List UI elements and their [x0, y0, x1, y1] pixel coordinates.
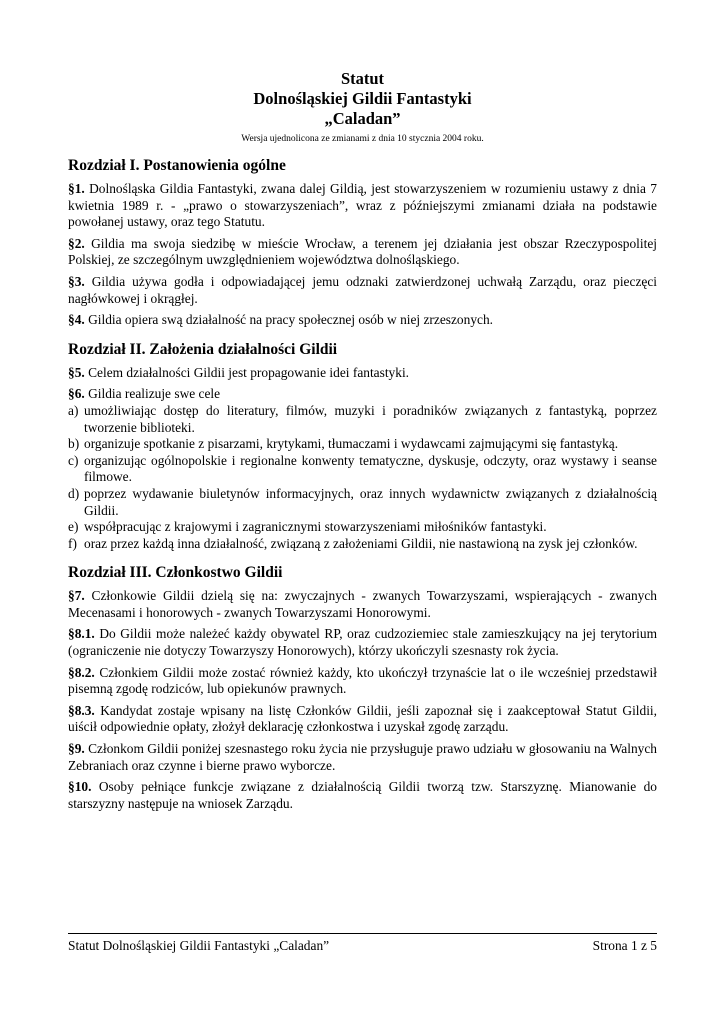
paragraph-number: §5.: [68, 364, 85, 380]
paragraph-number: §6.: [68, 386, 85, 402]
list-item-letter: a): [68, 402, 79, 418]
paragraph-text: Osoby pełniące funkcje związane z działalnością Gildii tworzą tzw. Starszyznę. Mianowanie do starszyzny następuje na wniosek Zarządu.: [68, 779, 657, 811]
goals-list: [68, 403, 657, 552]
paragraph-number: §10.: [68, 779, 92, 795]
version-note: Wersja ujednolicona ze zmianami z dnia 10 stycznia 2004 roku.: [241, 134, 484, 144]
title-line-1: Statut: [340, 69, 385, 88]
list-item-letter: b): [68, 436, 80, 452]
paragraph-8-1: [68, 626, 657, 659]
paragraph-text: Członkiem Gildii może zostać również każdy, kto ukończył trzynaście lat o ile wcześniej przedstawił pisemną zgodę rodziców, lub opiekunów prawnych.: [68, 664, 657, 697]
paragraph-text: Gildia opiera swą działalność na pracy społecznej osób w niej zrzeszonych.: [84, 312, 494, 328]
list-item-letter: f): [68, 535, 77, 551]
list-item: [68, 403, 657, 436]
document-page: [68, 69, 657, 817]
paragraph-number: §8.1.: [68, 626, 95, 642]
chapter-1-heading: Rozdział I. Postanowienia ogólne: [68, 157, 286, 174]
title-line-2: Dolnośląskiej Gildii Fantastyki: [253, 89, 472, 108]
paragraph-8-2: [68, 665, 657, 698]
page-number: Strona 1 z 5: [592, 938, 657, 953]
paragraph-text: Kandydat zostaje wpisany na listę Członków Gildii, jeśli zapoznał się i zaakceptował Statut Gildii, uiścił odpowiednie opłaty, złożył deklarację członkostwa i uzyskał zgodę zarządu.: [68, 702, 657, 735]
chapter-3-heading: Rozdział III. Członkostwo Gildii: [68, 564, 283, 582]
paragraph-number: §1.: [68, 181, 85, 196]
list-item: [68, 436, 657, 453]
paragraph-text: Dolnośląska Gildia Fantastyki, zwana dalej Gildią, jest stowarzyszeniem w rozumieniu ustawy z dnia 7 kwietnia 1989 r. - „prawo o stowarzyszeniach”, wraz z późniejszymi zmianami działa na podstawie powołanej ustawy, oraz tego Statutu.: [68, 181, 657, 230]
list-item: [68, 536, 657, 553]
paragraph-6: [68, 386, 657, 403]
paragraph-number: §8.3.: [68, 702, 95, 718]
paragraph-1: [68, 181, 657, 231]
list-item-text: poprzez wydawanie biuletynów informacyjnych, oraz innych wydawnictw związanych z działalnością Gildii.: [84, 485, 657, 518]
title-block: [68, 69, 657, 145]
list-item-text: umożliwiając dostęp do literatury, filmów, muzyki i poradników związanych z fantastyką, poprzez tworzenie biblioteki.: [84, 402, 657, 435]
paragraph-text: Do Gildii może należeć każdy obywatel RP, oraz cudzoziemiec stale zamieszkujący na jej terytorium (ograniczenie nie dotyczy Towarzyszy Honorowych), którzy ukończyli szesnasty rok życia.: [68, 626, 657, 659]
paragraph-number: §7.: [68, 588, 85, 604]
list-item-text: współpracując z krajowymi i zagranicznymi stowarzyszeniami miłośników fantastyki.: [84, 519, 547, 535]
paragraph-text: Gildia używa godła i odpowiadającej jemu odznaki zatwierdzonej uchwałą Zarządu, oraz pieczęci nagłówkowej i okrągłej.: [68, 273, 657, 306]
paragraph-8-3: [68, 703, 657, 736]
paragraph-5: [68, 365, 657, 382]
page-footer: [68, 933, 657, 954]
list-item: [68, 453, 657, 486]
paragraph-3: [68, 274, 657, 307]
paragraph-text: Członkom Gildii poniżej szesnastego roku życia nie przysługuje prawo udziału w głosowaniu na Walnych Zebraniach oraz czynne i bierne prawo wyborcze.: [68, 741, 657, 773]
list-item-text: oraz przez każdą inna działalność, związaną z założeniami Gildii, nie nastawioną na zysk jej członków.: [84, 535, 638, 551]
footer-title: Statut Dolnośląskiej Gildii Fantastyki „Caladan”: [68, 938, 330, 953]
paragraph-7: [68, 588, 657, 621]
paragraph-10: [68, 779, 657, 812]
list-item-letter: d): [68, 485, 80, 501]
paragraph-text: Celem działalności Gildii jest propagowanie idei fantastyki.: [84, 364, 410, 380]
title-line-3: „Caladan”: [324, 109, 401, 128]
list-item-text: organizując ogólnopolskie i regionalne konwenty tematyczne, dyskusje, odczyty, oraz wystawy i seanse filmowe.: [84, 452, 657, 485]
list-item-text: organizuje spotkanie z pisarzami, krytykami, tłumaczami i wydawcami zajmującymi się fantastyką.: [84, 436, 619, 452]
paragraph-9: [68, 741, 657, 774]
paragraph-text: Gildia realizuje swe cele: [84, 386, 221, 402]
list-item-letter: e): [68, 519, 79, 535]
paragraph-number: §4.: [68, 312, 85, 328]
paragraph-2: [68, 236, 657, 269]
paragraph-number: §8.2.: [68, 664, 95, 680]
paragraph-number: §9.: [68, 741, 85, 757]
paragraph-4: [68, 312, 657, 329]
list-item: [68, 519, 657, 536]
list-item: [68, 486, 657, 519]
paragraph-text: Gildia ma swoja siedzibę w mieście Wrocław, a terenem jej działania jest obszar Rzeczypospolitej Polskiej, ze szczególnym uwzględnieniem województwa dolnośląskiego.: [68, 235, 657, 268]
list-item-letter: c): [68, 452, 79, 468]
paragraph-number: §3.: [68, 273, 85, 289]
paragraph-text: Członkowie Gildii dzielą się na: zwyczajnych - zwanych Towarzyszami, wspierających - zwanych Mecenasami i honorowych - zwanych Towarzyszami Honorowymi.: [68, 588, 657, 620]
chapter-2-heading: Rozdział II. Założenia działalności Gildii: [68, 340, 338, 358]
paragraph-number: §2.: [68, 235, 85, 251]
